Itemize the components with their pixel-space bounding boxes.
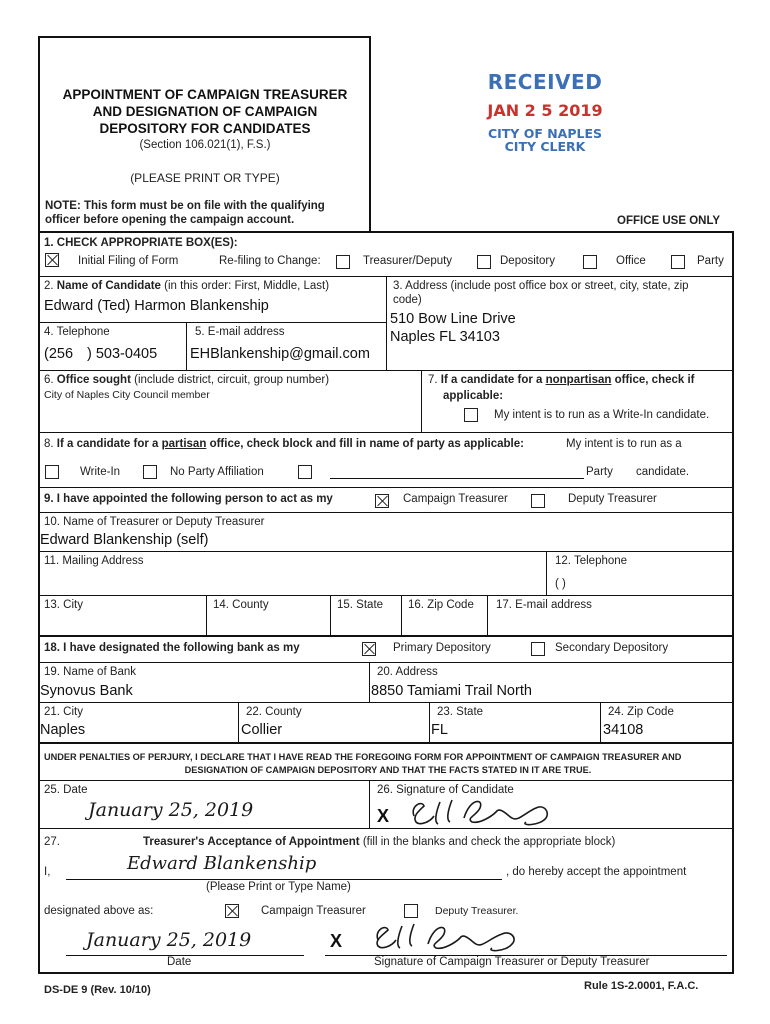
divider (38, 595, 734, 596)
office-checkbox[interactable] (583, 255, 597, 269)
divider (429, 702, 430, 742)
divider (369, 662, 370, 702)
writein-checkbox[interactable] (45, 465, 59, 479)
divider (206, 595, 207, 635)
candidate-phone-area[interactable]: (256 (44, 346, 74, 362)
divider (38, 635, 734, 637)
candidate-address-label-2: code) (393, 294, 422, 306)
primary-depository-checkbox[interactable] (362, 642, 376, 656)
office-use-only: OFFICE USE ONLY (617, 215, 721, 227)
depository-checkbox[interactable] (477, 255, 491, 269)
secondary-depository-label: Secondary Depository (555, 642, 669, 654)
stamp-city: CITY OF NAPLES (487, 126, 603, 141)
campaign-treasurer-label: Campaign Treasurer (403, 493, 508, 505)
print-name-caption: (Please Print or Type Name) (206, 881, 351, 893)
nonpartisan-post: office, check if (614, 374, 695, 386)
party-name-checkbox[interactable] (298, 465, 312, 479)
divider (369, 780, 370, 828)
divider (38, 742, 734, 744)
accept-deputy-treasurer-label: Deputy Treasurer. (435, 905, 519, 917)
bank-zip[interactable]: 34108 (603, 722, 644, 738)
writein-label: Write-In (80, 466, 121, 478)
acceptance-num: 27. (44, 836, 60, 848)
candidate-phone-label: 4. Telephone (44, 326, 110, 338)
treasurer-x-mark: X (330, 931, 343, 951)
candidate-signature[interactable] (400, 792, 560, 832)
treasurer-name[interactable]: Edward Blankenship (self) (40, 532, 209, 548)
partisan-underlined: partisan (161, 438, 207, 450)
nonpartisan-label-2: applicable: (443, 390, 504, 402)
office-sought-label-bold: Office sought (56, 374, 131, 386)
treasurer-signature-caption: Signature of Campaign Treasurer or Deputy Treasurer (374, 956, 650, 968)
stamp-clerk: CITY CLERK (504, 139, 586, 154)
npa-checkbox[interactable] (143, 465, 157, 479)
treasurer-zip-label: 16. Zip Code (408, 599, 474, 611)
divider (38, 322, 386, 323)
stamp-received: RECEIVED (487, 70, 603, 94)
form-title-line-1: APPOINTMENT OF CAMPAIGN TREASURER (62, 87, 348, 102)
stamp-date: JAN 2 5 2019 (487, 101, 603, 120)
deputy-treasurer-label: Deputy Treasurer (568, 493, 657, 505)
candidate-name-label-rest: (in this order: First, Middle, Last) (164, 280, 330, 292)
divider (401, 595, 402, 635)
candidate-phone-number[interactable]: ) 503-0405 (87, 346, 158, 362)
mailing-address-label: 11. Mailing Address (44, 555, 144, 567)
acceptance-i: I, (44, 866, 51, 878)
accept-deputy-treasurer-checkbox[interactable] (404, 904, 418, 918)
partisan-bold-2: office, check block and fill in name of party as applicable: (209, 438, 524, 450)
treasurer-date-handwritten[interactable]: January 25, 2019 (86, 929, 252, 951)
divider (238, 702, 239, 742)
divider (186, 322, 187, 370)
nonpartisan-label-1 (428, 374, 695, 386)
print-instruction: (PLEASE PRINT OR TYPE) (130, 171, 280, 185)
office-sought-label (44, 374, 329, 386)
bank-city-label: 21. City (44, 706, 83, 718)
partisan-label (44, 438, 524, 450)
party-checkbox[interactable] (671, 255, 685, 269)
divider (421, 370, 422, 432)
nonpartisan-bold: If a candidate for a (440, 374, 543, 386)
partisan-intent: My intent is to run as a (566, 438, 682, 450)
received-stamp (470, 70, 620, 154)
bank-county[interactable]: Collier (241, 722, 283, 738)
treasurer-signature[interactable] (356, 918, 536, 958)
bank-address-label: 20. Address (377, 666, 438, 678)
treasurer-phone-paren[interactable]: ( ) (555, 578, 566, 590)
candidate-email-label: 5. E-mail address (195, 326, 285, 338)
partisan-bold-1: If a candidate for a (56, 438, 159, 450)
candidate-name-label-bold: Name of Candidate (56, 280, 161, 292)
refiling-label: Re-filing to Change: (219, 255, 321, 267)
treasurer-email-label: 17. E-mail address (496, 599, 592, 611)
divider (487, 595, 488, 635)
treasurer-phone-label: 12. Telephone (555, 555, 628, 567)
form-title-line-2: AND DESIGNATION OF CAMPAIGN (92, 104, 318, 119)
treasurer-state-label: 15. State (337, 599, 384, 611)
treasurer-date-caption: Date (167, 956, 192, 968)
initial-filing-checkbox[interactable] (45, 253, 59, 267)
candidate-name-label-num: 2. (44, 280, 54, 292)
primary-depository-label: Primary Depository (393, 642, 491, 654)
treasurer-name-label: 10. Name of Treasurer or Deputy Treasurer (44, 516, 265, 528)
candidate-address-line-2[interactable]: Naples FL 34103 (390, 329, 500, 345)
treasurer-county-label: 14. County (213, 599, 269, 611)
office-sought-label-rest: (include district, circuit, group number) (134, 374, 330, 386)
party-suffix: Party (586, 466, 613, 478)
accept-campaign-treasurer-checkbox[interactable] (225, 904, 239, 918)
candidate-name-label (44, 280, 329, 292)
appointed-label: 9. I have appointed the following person to act as my (44, 493, 333, 505)
section1-heading: 1. CHECK APPROPRIATE BOX(ES): (44, 237, 238, 249)
designated-bank-label: 18. I have designated the following bank as my (44, 642, 300, 654)
statute-ref: (Section 106.021(1), F.S.) (139, 139, 271, 151)
treasurer-deputy-label: Treasurer/Deputy (363, 255, 453, 267)
divider (386, 276, 387, 370)
date-label: 25. Date (44, 784, 88, 796)
treasurer-name-line (66, 879, 502, 880)
note-line-2: officer before opening the campaign account. (45, 214, 295, 226)
rule-reference: Rule 1S-2.0001, F.A.C. (584, 980, 699, 992)
form-title-line-3: DEPOSITORY FOR CANDIDATES (99, 121, 311, 136)
perjury-statement-1: UNDER PENALTIES OF PERJURY, I DECLARE THAT I HAVE READ THE FOREGOING FORM FOR APPOINTMENT OF CAMPAIGN TREASURER AND (44, 752, 682, 762)
npa-label: No Party Affiliation (170, 466, 264, 478)
bank-zip-label: 24. Zip Code (608, 706, 674, 718)
divider (38, 702, 734, 703)
office-sought-label-num: 6. (44, 374, 54, 386)
candidate-x-mark: X (377, 806, 390, 826)
bank-name-label: 19. Name of Bank (44, 666, 137, 678)
candidate-email[interactable]: EHBlankenship@gmail.com (190, 346, 370, 362)
writein-intent-label: My intent is to run as a Write-In candidate. (494, 409, 710, 421)
divider (38, 662, 734, 663)
treasurer-deputy-checkbox[interactable] (336, 255, 350, 269)
partisan-num: 8. (44, 438, 54, 450)
accept-text: , do hereby accept the appointment (506, 866, 687, 878)
candidate-suffix: candidate. (636, 466, 690, 478)
nonpartisan-num: 7. (428, 374, 438, 386)
divider (546, 551, 547, 595)
campaign-treasurer-checkbox[interactable] (375, 494, 389, 508)
designated-as-label: designated above as: (44, 905, 154, 917)
form-title (40, 86, 370, 137)
writein-intent-checkbox[interactable] (464, 408, 478, 422)
nonpartisan-underlined: nonpartisan (545, 374, 612, 386)
party-label: Party (697, 255, 724, 267)
candidate-address-line-1[interactable]: 510 Bow Line Drive (390, 311, 516, 327)
divider (38, 828, 734, 829)
treasurer-city-label: 13. City (44, 599, 83, 611)
deputy-treasurer-checkbox[interactable] (531, 494, 545, 508)
bank-state-label: 23. State (437, 706, 484, 718)
acceptance-heading-rest: (fill in the blanks and check the appropriate block) (362, 836, 616, 848)
bank-name[interactable]: Synovus Bank (40, 683, 133, 699)
candidate-address-label-1: 3. Address (include post office box or street, city, state, zip (393, 280, 689, 292)
divider (600, 702, 601, 742)
perjury-statement-2: DESIGNATION OF CAMPAIGN DEPOSITORY AND THAT THE FACTS STATED IN IT ARE TRUE. (184, 765, 592, 775)
office-label: Office (616, 255, 646, 267)
depository-label: Depository (500, 255, 555, 267)
bank-state[interactable]: FL (431, 722, 448, 738)
treasurer-name-handwritten[interactable]: Edward Blankenship (127, 853, 317, 874)
acceptance-heading (143, 836, 615, 848)
bank-city[interactable]: Naples (40, 722, 86, 738)
secondary-depository-checkbox[interactable] (531, 642, 545, 656)
initial-filing-label: Initial Filing of Form (78, 255, 179, 267)
divider (38, 780, 734, 781)
divider (38, 512, 734, 513)
candidate-signature-label: 26. Signature of Candidate (377, 784, 514, 796)
acceptance-heading-bold: Treasurer's Acceptance of Appointment (143, 836, 360, 848)
accept-campaign-treasurer-label: Campaign Treasurer (261, 905, 366, 917)
party-name-line[interactable] (330, 478, 584, 479)
divider (38, 487, 734, 488)
bank-county-label: 22. County (246, 706, 302, 718)
divider (330, 595, 331, 635)
divider (38, 551, 734, 552)
bank-address[interactable]: 8850 Tamiami Trail North (371, 683, 532, 699)
form-id: DS-DE 9 (Rev. 10/10) (44, 984, 151, 996)
office-sought-value[interactable]: City of Naples City Council member (44, 389, 210, 401)
candidate-date-handwritten[interactable]: January 25, 2019 (88, 799, 254, 821)
divider (38, 370, 734, 371)
candidate-name[interactable]: Edward (Ted) Harmon Blankenship (44, 298, 269, 314)
note-line-1: NOTE: This form must be on file with the qualifying (45, 200, 325, 212)
divider (38, 432, 734, 433)
